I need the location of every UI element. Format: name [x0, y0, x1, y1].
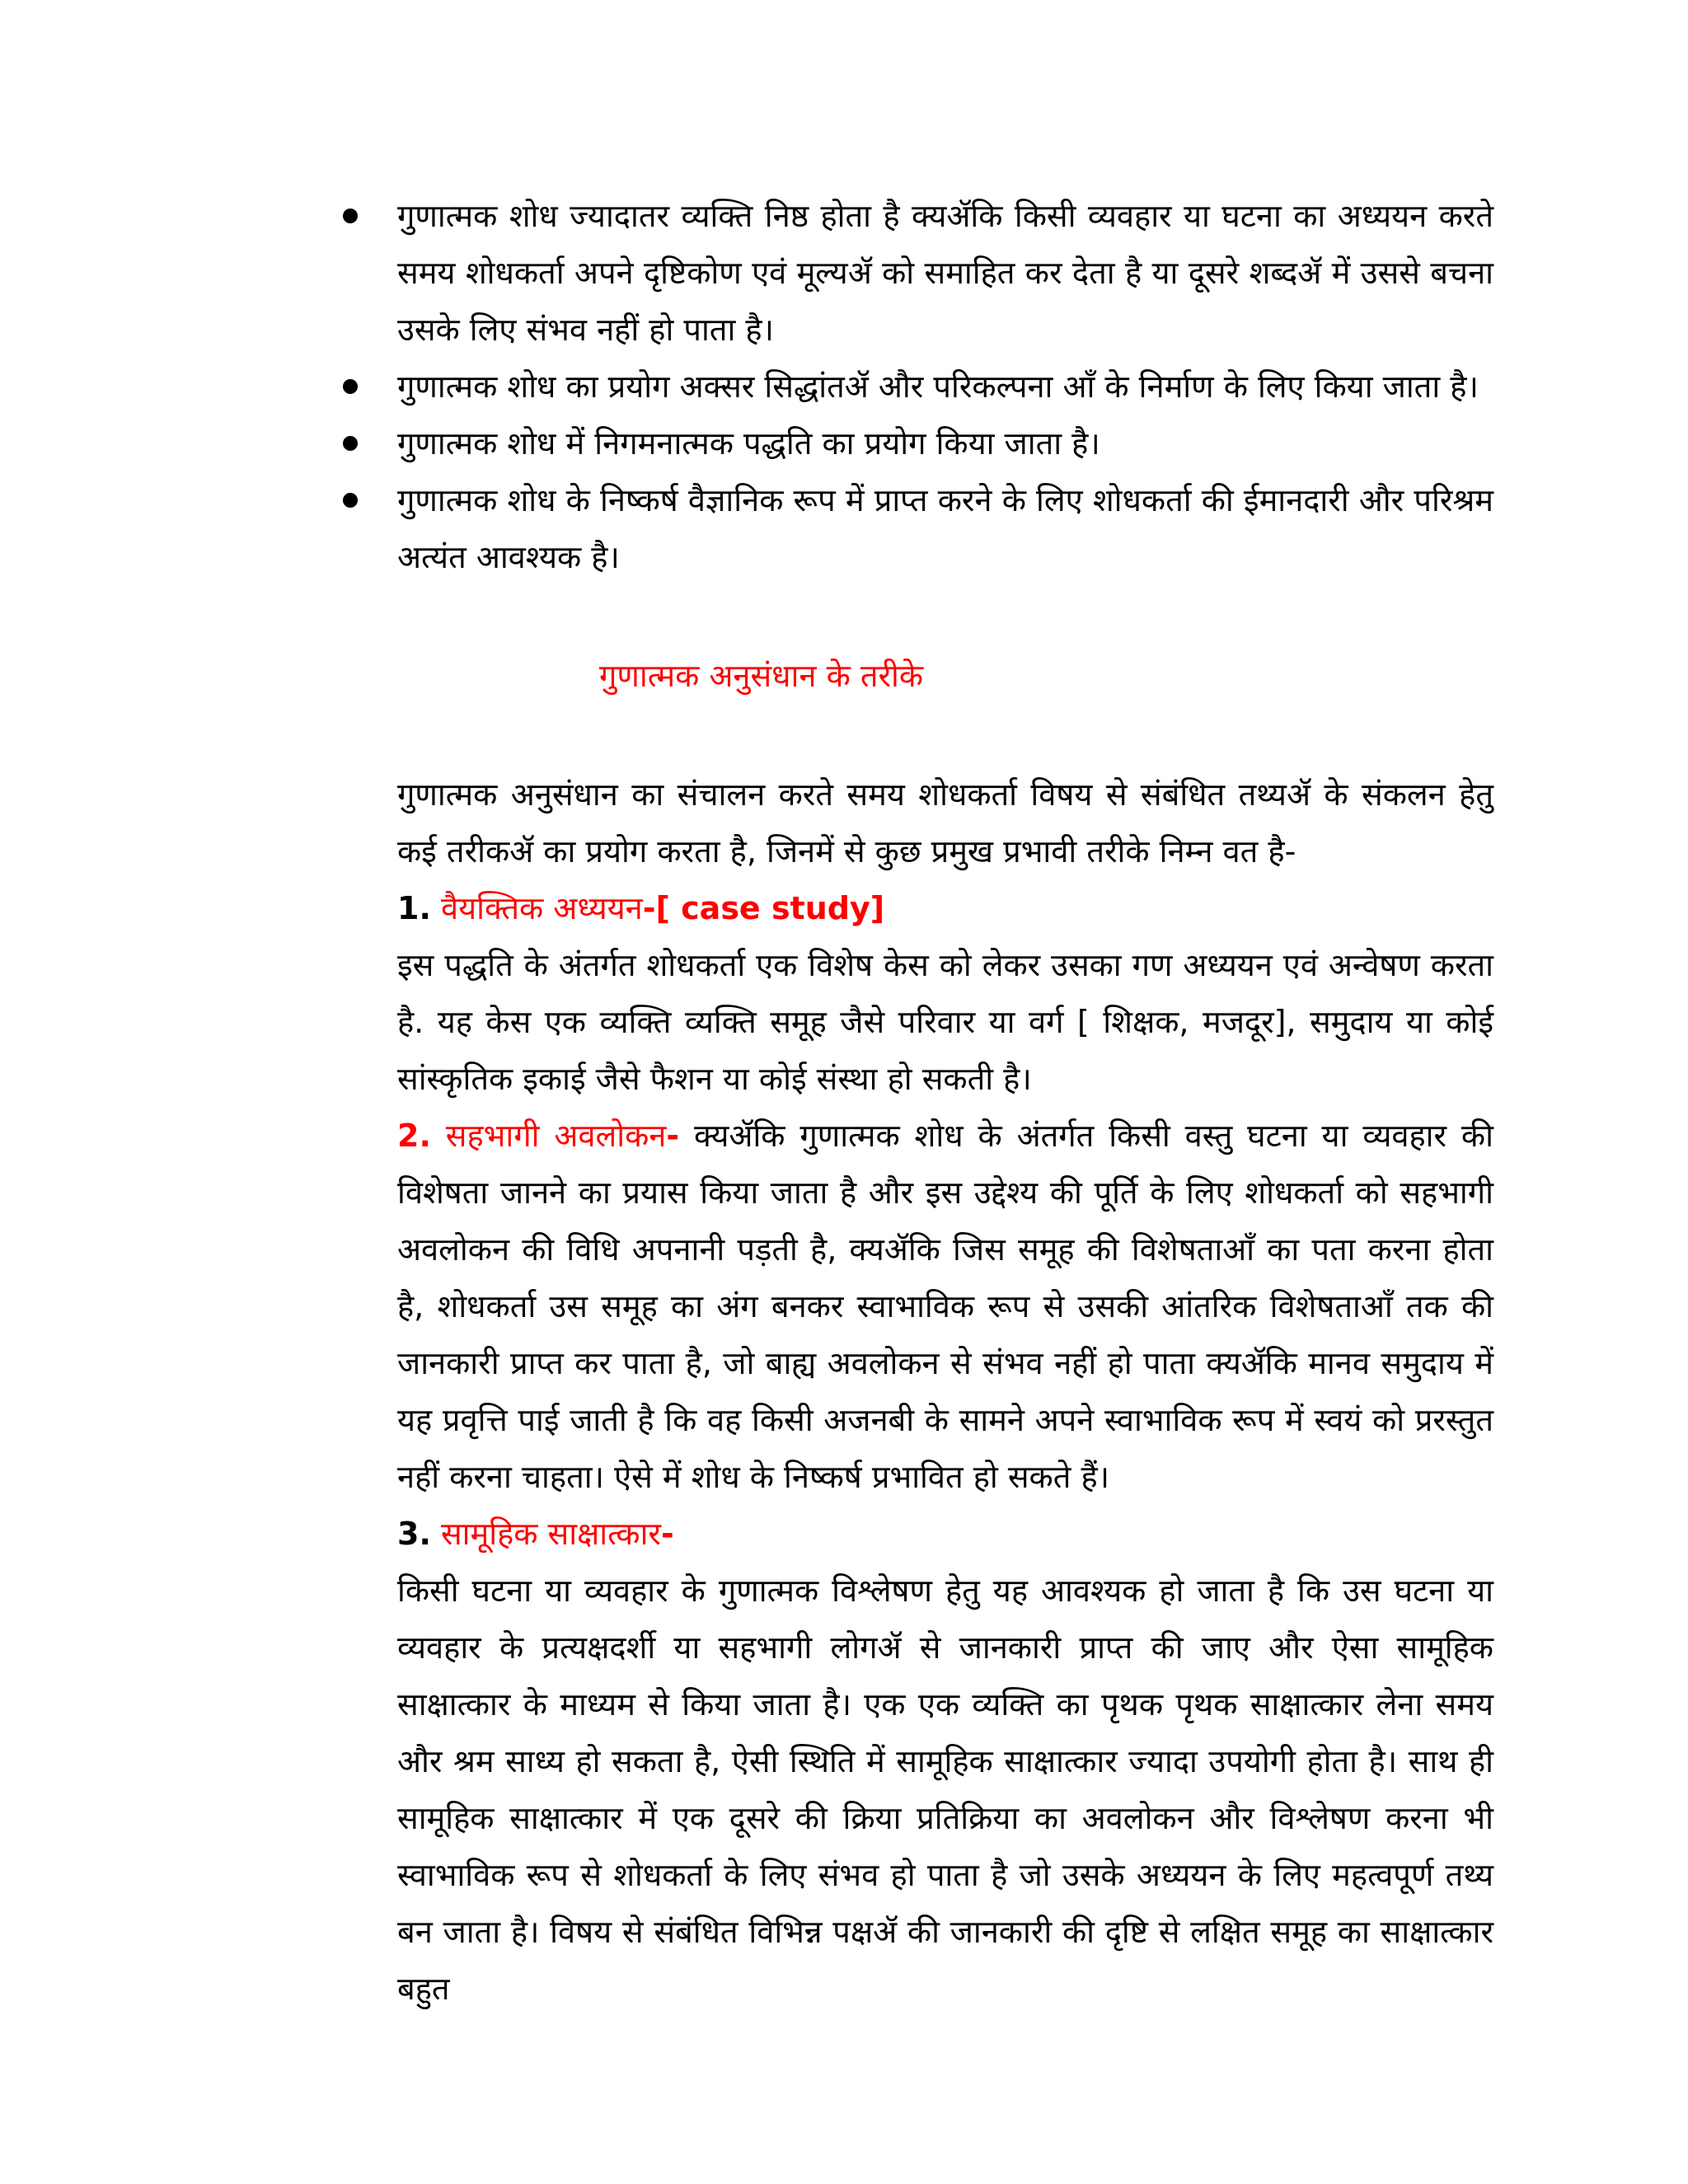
bullet-item: गुणात्मक शोध के निष्कर्ष वैज्ञानिक रूप में प्राप्त करने के लिए शोधकर्ता की ईमानदारी और परिश्रम अत्यंत आवश्यक है।: [397, 472, 1493, 586]
document-body: [397, 188, 1493, 2018]
bullet-dot-icon: [343, 209, 358, 223]
bullet-item: गुणात्मक शोध में निगमनात्मक पद्धति का प्रयोग किया जाता है।: [397, 415, 1493, 472]
section-2-title: सहभागी अवलोकन: [445, 1118, 667, 1154]
section-2-title-suffix: -: [666, 1118, 680, 1154]
section-1-title: वैयक्तिक अध्ययन: [440, 890, 643, 926]
section-2-body: क्यॲकि गुणात्मक शोध के अंतर्गत किसी वस्तु घटना या व्यवहार की विशेषता जानने का प्रयास किया जाता है और इस उद्देश्य की पूर्ति के लिए शोधकर्ता को सहभागी अवलोकन की विधि अपनानी पड़ती है, क्यॲकि जिस समूह की विशेषताऑं का पता करना होता है, शोधकर्ता उस समूह का अंग बनकर स्वाभाविक रूप से उसकी आंतरिक विशेषताऑं तक की जानकारी प्राप्त कर पाता है, जो बाह्य अवलोकन से संभव नहीं हो पाता क्यॲकि मानव समुदाय में यह प्रवृत्ति पाई जाती है कि वह किसी अजनबी के सामने अपने स्वाभाविक रूप में स्वयं को प्ररस्तुत नहीं करना चाहता। ऐसे में शोध के निष्कर्ष प्रभावित हो सकते हैं।: [397, 1118, 1493, 1495]
section-2-number: 2.: [397, 1118, 431, 1154]
bullet-dot-icon: [343, 379, 358, 394]
intro-paragraph: गुणात्मक अनुसंधान का संचालन करते समय शोधकर्ता विषय से संबंधित तथ्यॲ के संकलन हेतु कई तरीकॲ का प्रयोग करता है, जिनमें से कुछ प्रमुख प्रभावी तरीके निम्न वत है-: [397, 776, 1493, 869]
bullet-dot-icon: [343, 493, 358, 508]
section-1-number: 1.: [397, 890, 431, 926]
bullet-dot-icon: [343, 436, 358, 451]
section-1-body: इस पद्धति के अंतर्गत शोधकर्ता एक विशेष केस को लेकर उसका गण अध्ययन एवं अन्वेषण करता है. यह केस एक व्यक्ति व्यक्ति समूह जैसे परिवार या वर्ग [ शिक्षक, मजदूर], समुदाय या कोई सांस्कृतिक इकाई जैसे फैशन या कोई संस्था हो सकती है।: [397, 947, 1493, 1097]
section-3-number: 3.: [397, 1516, 431, 1552]
bullet-item: गुणात्मक शोध ज्यादातर व्यक्ति निष्ठ होता है क्यॲकि किसी व्यवहार या घटना का अध्ययन करते समय शोधकर्ता अपने दृष्टिकोण एवं मूल्यॲ को समाहित कर देता है या दूसरे शब्दॲ में उससे बचना उसके लिए संभव नहीं हो पाता है।: [397, 188, 1493, 359]
section-1-heading: [397, 880, 1493, 937]
section-1-title-suffix: -[ case study]: [642, 890, 885, 926]
section-3-title-suffix: -: [660, 1516, 674, 1552]
section-3-body: किसी घटना या व्यवहार के गुणात्मक विश्लेषण हेतु यह आवश्यक हो जाता है कि उस घटना या व्यवहार के प्रत्यक्षदर्शी या सहभागी लोगॲ से जानकारी प्राप्त की जाए और ऐसा सामूहिक साक्षात्कार के माध्यम से किया जाता है। एक एक व्यक्ति का पृथक पृथक साक्षात्कार लेना समय और श्रम साध्य हो सकता है, ऐसी स्थिति में सामूहिक साक्षात्कार ज्यादा उपयोगी होता है। साथ ही सामूहिक साक्षात्कार में एक दूसरे की क्रिया प्रतिक्रिया का अवलोकन और विश्लेषण करना भी स्वाभाविक रूप से शोधकर्ता के लिए संभव हो पाता है जो उसके अध्ययन के लिए महत्वपूर्ण तथ्य बन जाता है। विषय से संबंधित विभिन्न पक्षॲ की जानकारी की दृष्टि से लक्षित समूह का साक्षात्कार बहुत: [397, 1572, 1493, 2007]
section-3-title: सामूहिक साक्षात्कार: [440, 1516, 661, 1552]
section-heading: गुणात्मक अनुसंधान के तरीके: [599, 658, 924, 694]
bullet-item: गुणात्मक शोध का प्रयोग अक्सर सिद्धांतॲ और परिकल्पना ऑं के निर्माण के लिए किया जाता है।: [397, 359, 1493, 415]
section-3-heading: [397, 1506, 1493, 1563]
section-2-paragraph: [397, 1108, 1493, 1506]
bullet-list: [397, 188, 1493, 586]
